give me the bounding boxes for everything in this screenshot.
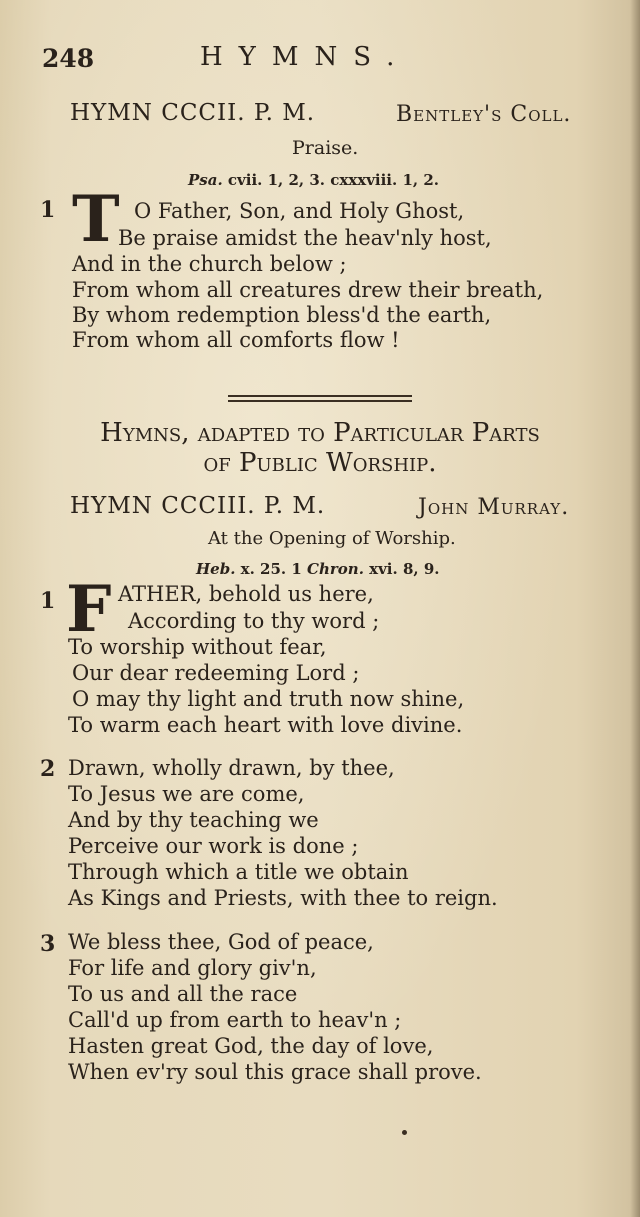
author-name: John Murray.	[418, 495, 570, 520]
ornament-dot	[402, 1130, 407, 1135]
hymn-subject: Praise.	[292, 137, 359, 159]
verse-line: Through which a title we obtain	[68, 860, 409, 884]
hymn-subject: At the Opening of Worship.	[208, 528, 456, 549]
scripture-book: Psa.	[188, 171, 223, 189]
verse-line: Perceive our work is done ;	[68, 834, 359, 858]
drop-cap: F	[66, 572, 112, 647]
verse-line: To Jesus we are come,	[68, 782, 305, 806]
scripture-verses: cvii. 1, 2, 3. cxxxviii. 1, 2.	[222, 171, 439, 189]
scripture-reference	[188, 171, 439, 189]
verse-line: O may thy light and truth now shine,	[72, 687, 465, 711]
verse-line: When ev'ry soul this grace shall prove.	[68, 1060, 482, 1084]
author-name: Bentley's Coll.	[396, 102, 572, 127]
verse-line: As Kings and Priests, with thee to reign.	[68, 886, 498, 910]
page-edge-shadow	[630, 0, 640, 1217]
verse-line: Call'd up from earth to heav'n ;	[68, 1008, 402, 1032]
hymn-number: HYMN CCCIII. P. M.	[70, 493, 326, 519]
verse-line: From whom all comforts flow !	[72, 328, 400, 352]
stanza-number: 2	[40, 756, 56, 782]
stanza-number: 1	[40, 197, 56, 223]
hymn-author	[396, 102, 571, 127]
scripture-book: Chron.	[307, 560, 364, 578]
scripture-verses: xvi. 8, 9.	[363, 560, 440, 578]
stanza-number: 3	[40, 931, 56, 957]
running-head: HYMNS.	[200, 42, 411, 72]
verse-line: O Father, Son, and Holy Ghost,	[134, 199, 465, 223]
page-number: 248	[42, 44, 95, 73]
verse-line: Be praise amidst the heav'nly host,	[118, 226, 492, 250]
verse-line: Hasten great God, the day of love,	[68, 1034, 434, 1058]
verse-line: To worship without fear,	[68, 635, 327, 659]
scripture-book: Heb.	[196, 560, 236, 578]
verse-line: According to thy word ;	[128, 609, 380, 633]
verse-line: For life and glory giv'n,	[68, 956, 317, 980]
hymn-author	[418, 495, 569, 520]
hymn-heading	[70, 100, 315, 126]
verse-line: We bless thee, God of peace,	[68, 930, 374, 954]
section-title: Hymns, adapted to Particular Parts	[100, 418, 540, 448]
stanza-number: 1	[40, 588, 56, 614]
verse-line: To us and all the race	[68, 982, 298, 1006]
verse-line: From whom all creatures drew their breath,	[72, 278, 544, 302]
hymn-number: HYMN CCCII. P. M.	[70, 100, 316, 126]
verse-line: ATHER, behold us here,	[118, 582, 374, 606]
verse-line: By whom redemption bless'd the earth,	[72, 303, 492, 327]
verse-line: Drawn, wholly drawn, by thee,	[68, 756, 395, 780]
verse-line: And in the church below ;	[72, 252, 347, 276]
section-subtitle: of Public Worship.	[203, 448, 437, 478]
scripture-verses: x. 25. 1	[235, 560, 308, 578]
verse-line: Our dear redeeming Lord ;	[72, 661, 360, 685]
scripture-reference	[196, 560, 440, 578]
verse-line: To warm each heart with love divine.	[68, 713, 463, 737]
section-divider	[228, 395, 412, 402]
hymn-heading	[70, 493, 325, 519]
verse-line: And by thy teaching we	[68, 808, 319, 832]
drop-cap: T	[72, 182, 120, 257]
